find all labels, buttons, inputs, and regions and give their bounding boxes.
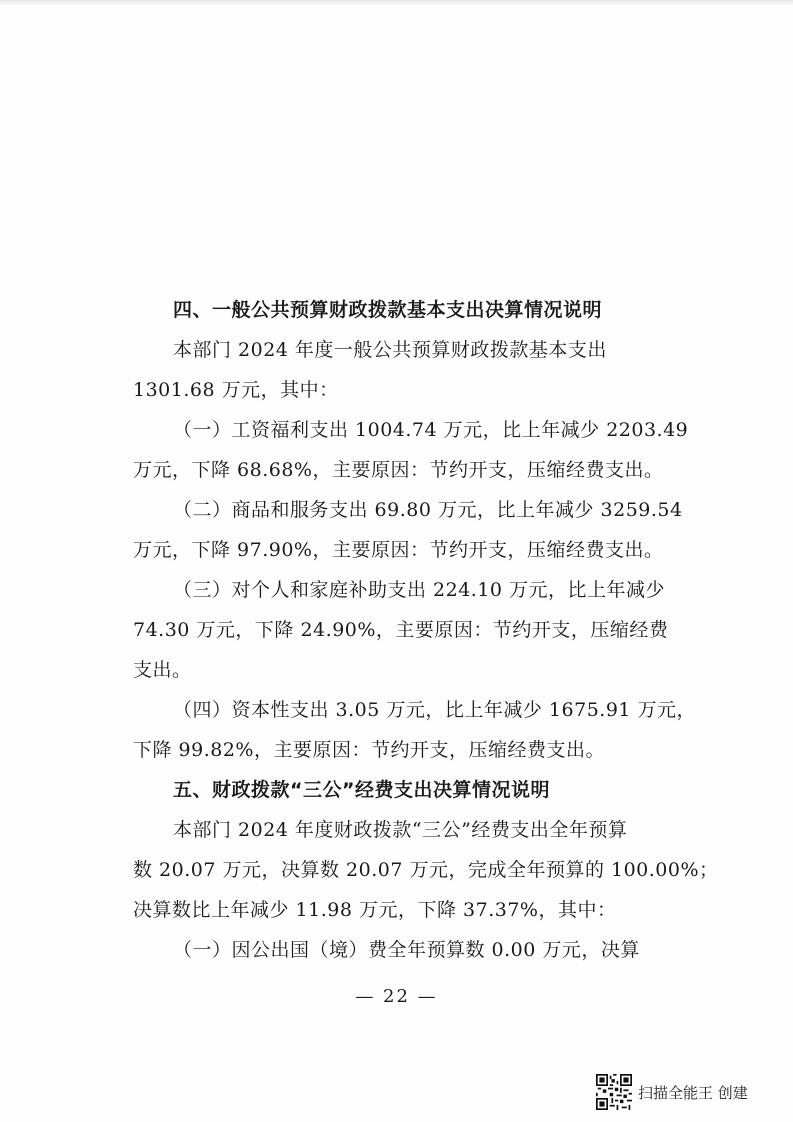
paragraph-line: （四）资本性支出 3.05 万元，比上年减少 1675.91 万元， xyxy=(173,699,697,721)
paragraph-line: 万元，下降 97.90%，主要原因：节约开支，压缩经费支出。 xyxy=(133,539,664,561)
paragraph-line: 1301.68 万元，其中： xyxy=(133,379,339,401)
paragraph-line: 下降 99.82%，主要原因：节约开支，压缩经费支出。 xyxy=(133,739,605,761)
paragraph-line: 支出。 xyxy=(133,659,192,681)
section-heading: 四、一般公共预算财政拨款基本支出决算情况说明 xyxy=(173,299,603,321)
qr-code-icon xyxy=(596,1074,632,1110)
page-number: — 22 — xyxy=(355,986,438,1007)
paragraph-line: 本部门 2024 年度财政拨款“三公”经费支出全年预算 xyxy=(173,819,628,841)
scanner-watermark xyxy=(596,1068,748,1116)
paragraph-line: 决算数比上年减少 11.98 万元，下降 37.37%，其中： xyxy=(133,899,617,921)
watermark-text: 扫描全能王 创建 xyxy=(638,1083,748,1102)
paragraph-line: 本部门 2024 年度一般公共预算财政拨款基本支出 xyxy=(173,339,607,361)
paragraph-line: 数 20.07 万元，决算数 20.07 万元，完成全年预算的 100.00%； xyxy=(133,859,719,881)
paragraph-line: （二）商品和服务支出 69.80 万元，比上年减少 3259.54 xyxy=(173,499,683,521)
paragraph-line: （一）因公出国（境）费全年预算数 0.00 万元，决算 xyxy=(173,939,640,961)
section-heading: 五、财政拨款“三公”经费支出决算情况说明 xyxy=(173,779,550,801)
scan-edge xyxy=(0,0,793,6)
paragraph-line: （一）工资福利支出 1004.74 万元，比上年减少 2203.49 xyxy=(173,419,689,441)
paragraph-line: 74.30 万元，下降 24.90%，主要原因：节约开支，压缩经费 xyxy=(133,619,669,641)
paragraph-line: （三）对个人和家庭补助支出 224.10 万元，比上年减少 xyxy=(173,579,666,601)
paragraph-line: 万元，下降 68.68%，主要原因：节约开支，压缩经费支出。 xyxy=(133,459,664,481)
document-body xyxy=(133,290,719,970)
